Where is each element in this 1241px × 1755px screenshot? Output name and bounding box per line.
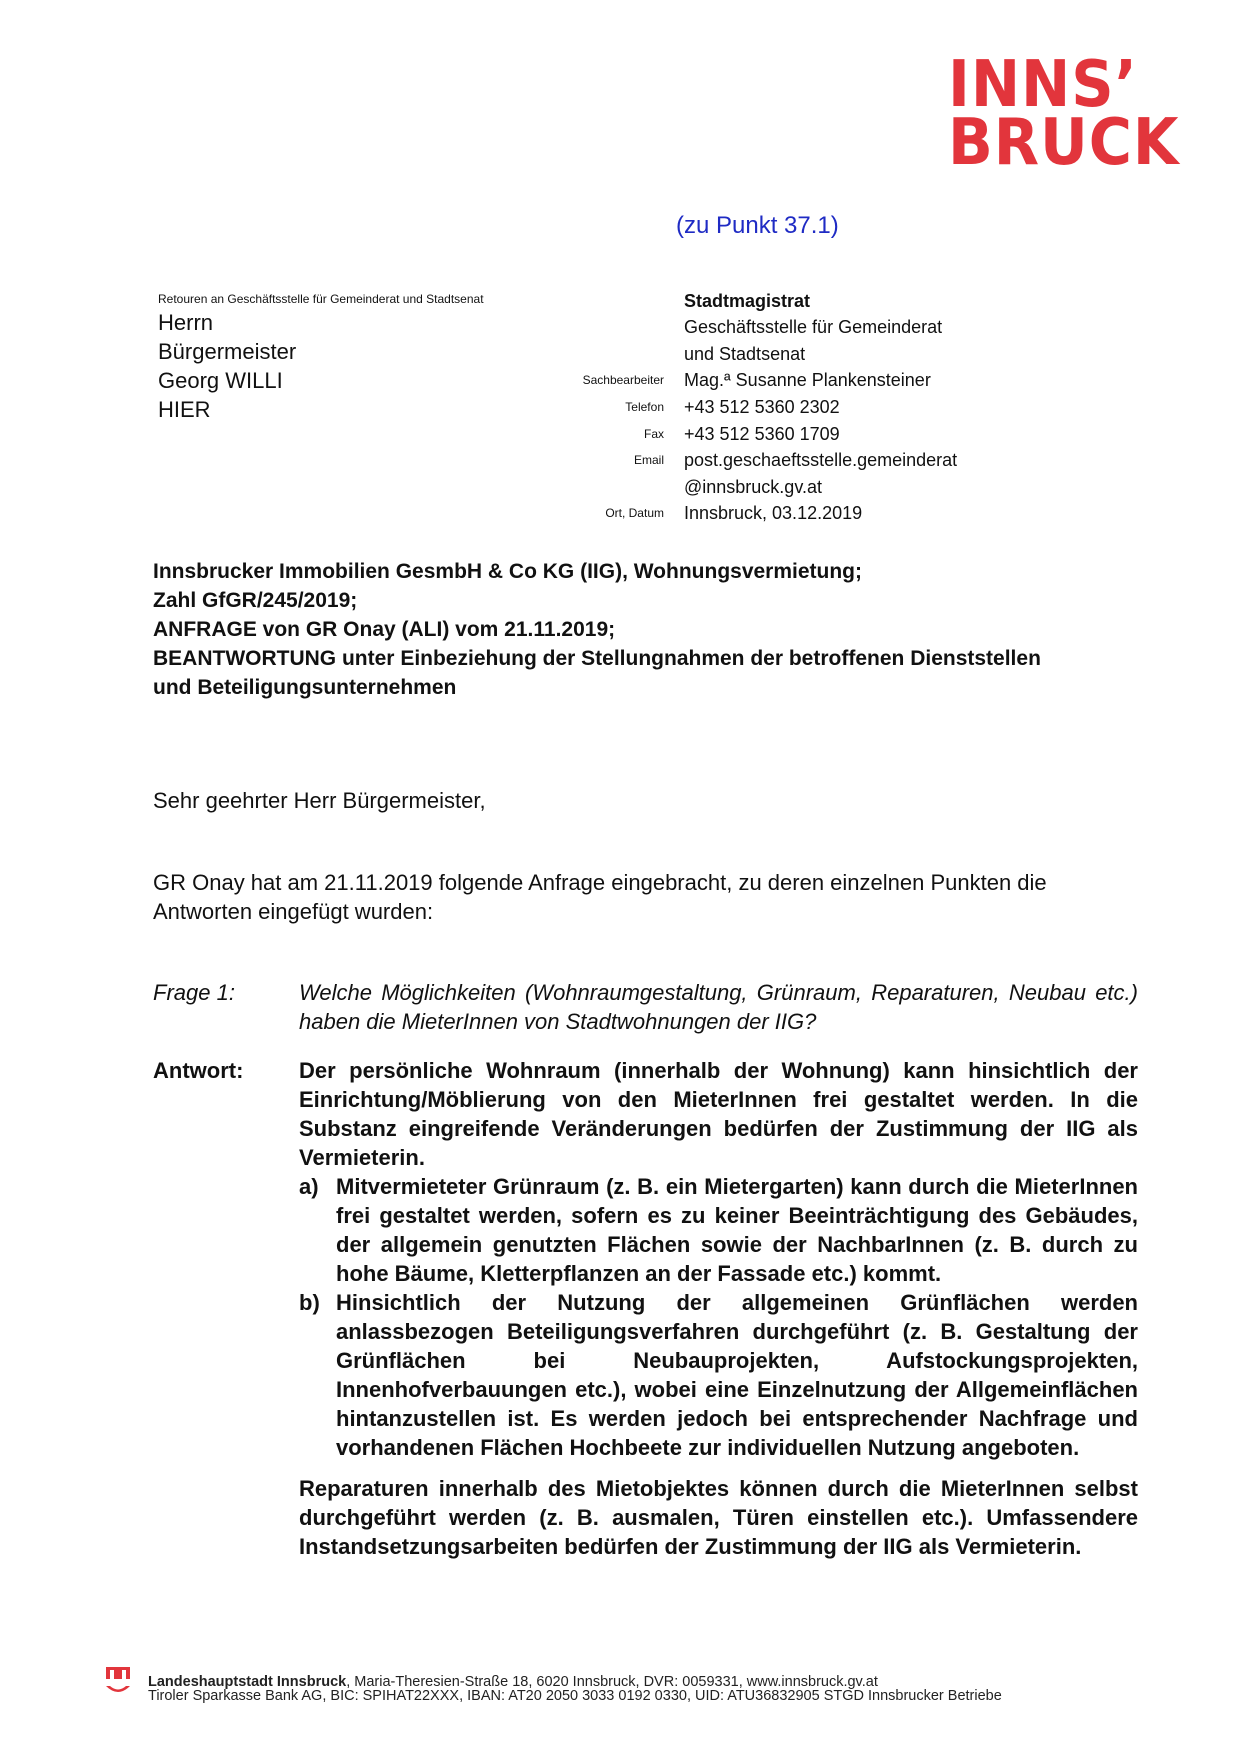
repairs-paragraph: Reparaturen innerhalb des Mietobjektes können durch die MieterInnen selbst durchgeführt werden (z. B. ausmalen, Türen einstellen etc.). Umfassendere Instandsetzungsarbeiten bedürfen der Zustimmung der IIG als Vermieterin. xyxy=(299,1476,1138,1559)
meta-label xyxy=(500,494,684,498)
address-line: Herrn xyxy=(158,310,214,335)
return-address-line: Retouren an Geschäftsstelle für Gemeinderat und Stadtsenat xyxy=(158,292,484,306)
meta-value: post.geschaeftsstelle.gemeinderat xyxy=(684,450,958,471)
salutation: Sehr geehrter Herr Bürgermeister, xyxy=(153,788,486,813)
meta-label: Sachbearbeiter xyxy=(582,373,664,388)
sender-dept-2: und Stadtsenat xyxy=(684,343,806,364)
question-label: Frage 1: xyxy=(153,980,235,1005)
meta-label: Email xyxy=(633,453,664,468)
sender-office: Stadtmagistrat xyxy=(684,290,811,311)
meta-value: Innsbruck, 03.12.2019 xyxy=(684,503,863,524)
meta-value: +43 512 5360 1709 xyxy=(684,423,840,444)
address-line: Georg WILLI xyxy=(158,368,283,393)
logo-line-1: INNS’ xyxy=(948,48,1138,122)
answer-row xyxy=(153,1056,1138,1561)
subject-line: ANFRAGE von GR Onay (ALI) vom 21.11.2019; xyxy=(153,618,616,641)
sender-dept-1: Geschäftsstelle für Gemeinderat xyxy=(684,317,943,338)
footer-address: , Maria-Theresien-Straße 18, 6020 Innsbruck, DVR: 0059331, www.innsbruck.gv.at xyxy=(346,1673,878,1690)
subject-line: und Beteiligungsunternehmen xyxy=(153,676,457,699)
item-marker: a) xyxy=(299,1174,319,1199)
question-text: Welche Möglichkeiten (Wohnraumgestaltung, Grünraum, Reparaturen, Neubau etc.) haben die MieterInnen von Stadtwohnungen der IIG? xyxy=(299,980,1138,1034)
meta-value: +43 512 5360 2302 xyxy=(684,396,840,417)
footer xyxy=(104,1664,1002,1707)
answer-text: Der persönliche Wohnraum (innerhalb der Wohnung) kann hinsichtlich der Einrichtung/Möblierung von den MieterInnen frei gestaltet werden. In die Substanz eingreifende Veränderungen bedürfen der Zustimmung der IIG als Vermieterin. xyxy=(299,1058,1138,1170)
item-text: Hinsichtlich der Nutzung der allgemeinen Grünflächen werden anlassbezogen Beteiligungsverfahren durchgeführt (z. B. Gestaltung der Grünflächen bei Neubauprojekten, Aufstockungsprojekten, Innenhofverbauungen etc.), wobei eine Einzelnutzung der Allgemeinflächen hintanzustellen ist. Es werden jedoch bei entsprechender Nachfrage und vorhandenen Flächen Hochbeete zur individuellen Nutzung angeboten. xyxy=(336,1290,1138,1460)
item-text: Mitvermieteter Grünraum (z. B. ein Mietergarten) kann durch die MieterInnen frei gestaltet werden, sofern es zu keiner Beeinträchtigung des Gebäudes, der allgemein genutzten Flächen sowie der NachbarInnen (z. B. durch zu hohe Bäume, Kletterpflanzen an der Fassade etc.) kommt. xyxy=(336,1174,1138,1286)
subject-line: BEANTWORTUNG unter Einbeziehung der Stellungnahmen der betroffenen Dienststellen xyxy=(153,647,1041,670)
recipient-address xyxy=(158,308,296,424)
subject-line: Innsbrucker Immobilien GesmbH & Co KG (IIG), Wohnungsvermietung; xyxy=(153,560,863,583)
subject-block xyxy=(153,557,1143,702)
answer-body xyxy=(299,1056,1138,1561)
address-line: Bürgermeister xyxy=(158,339,297,364)
agenda-reference: (zu Punkt 37.1) xyxy=(676,212,839,239)
footer-bank-line: Tiroler Sparkasse Bank AG, BIC: SPIHAT22XXX, IBAN: AT20 2050 3033 0192 0330, UID: ATU36832905 STGD Innsbrucker Betriebe xyxy=(148,1688,1002,1704)
logo-line-2: BRUCK xyxy=(948,106,1180,180)
item-marker: b) xyxy=(299,1290,320,1315)
question-row xyxy=(153,978,1138,1036)
meta-value: Mag.ª Susanne Plankensteiner xyxy=(684,370,931,391)
city-coat-of-arms-icon xyxy=(104,1664,132,1700)
intro-paragraph: GR Onay hat am 21.11.2019 folgende Anfrage eingebracht, zu deren einzelnen Punkten die Antworten eingefügt wurden: xyxy=(153,870,1047,924)
answer-item xyxy=(299,1288,1138,1462)
address-line: HIER xyxy=(158,397,211,422)
footer-org: Landeshauptstadt Innsbruck xyxy=(148,1673,347,1690)
meta-label: Fax xyxy=(643,426,664,441)
innsbruck-logo xyxy=(948,48,1188,180)
answer-item xyxy=(299,1172,1138,1288)
answer-label: Antwort: xyxy=(153,1058,244,1083)
meta-label: Telefon xyxy=(625,399,664,414)
question-answer-block xyxy=(153,978,1138,1561)
sender-block xyxy=(500,285,1020,524)
meta-value: @innsbruck.gv.at xyxy=(684,476,822,497)
subject-line: Zahl GfGR/245/2019; xyxy=(153,589,358,612)
meta-label: Ort, Datum xyxy=(605,506,664,521)
